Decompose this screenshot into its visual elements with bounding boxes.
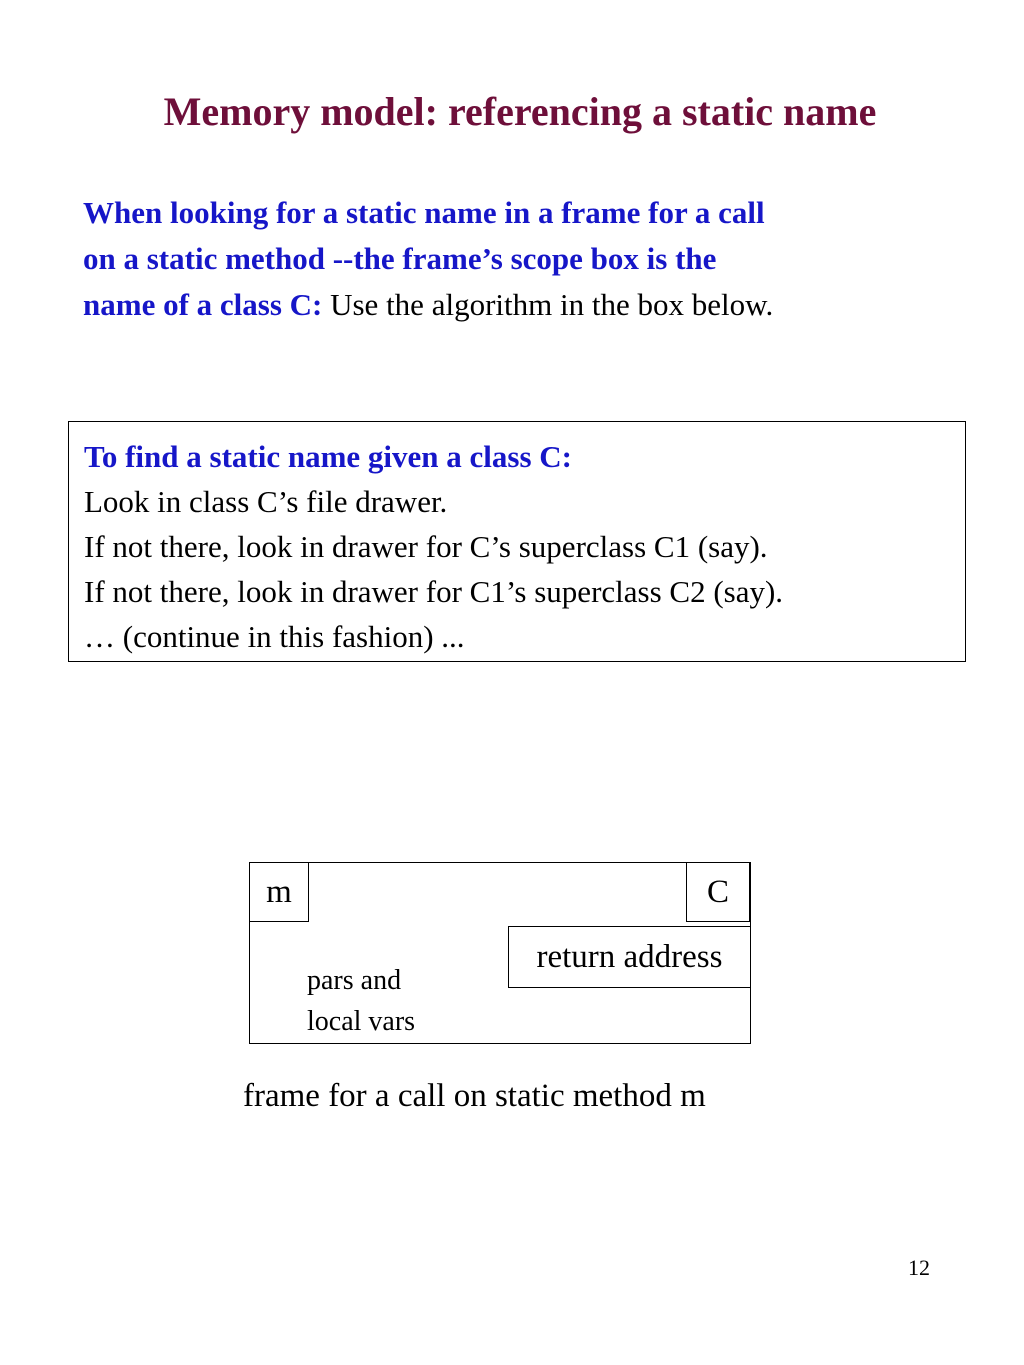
intro-line-3 <box>83 282 983 328</box>
pars-line-1: pars and <box>307 965 402 996</box>
algorithm-step: If not there, look in drawer for C’s superclass C1 (say). <box>84 529 768 564</box>
algorithm-step: If not there, look in drawer for C1’s superclass C2 (say). <box>84 574 784 609</box>
intro-line-2: on a static method --the frame’s scope box is the <box>83 241 717 276</box>
scope-box: C <box>686 862 750 922</box>
algorithm-step: … (continue in this fashion) ... <box>84 619 465 654</box>
pars-and-local-vars-label <box>307 960 415 1042</box>
pars-line-2: local vars <box>307 1006 416 1037</box>
algorithm-step: Look in class C’s file drawer. <box>84 484 448 519</box>
page-number: 12 <box>908 1255 930 1280</box>
intro-line-3-bold: name of a class C: <box>83 287 323 322</box>
intro-line-3-rest: Use the algorithm in the box below. <box>322 287 774 322</box>
frame-caption: frame for a call on static method m <box>243 1078 706 1114</box>
method-name-box: m <box>249 862 309 922</box>
intro-line-1: When looking for a static name in a frame for a call <box>83 195 765 230</box>
algorithm-heading: To find a static name given a class C: <box>84 439 572 474</box>
return-address-box: return address <box>508 926 751 988</box>
algorithm-box <box>68 421 966 662</box>
frame-diagram <box>249 862 751 1044</box>
intro-paragraph <box>83 190 983 328</box>
page-title: Memory model: referencing a static name <box>163 89 877 134</box>
